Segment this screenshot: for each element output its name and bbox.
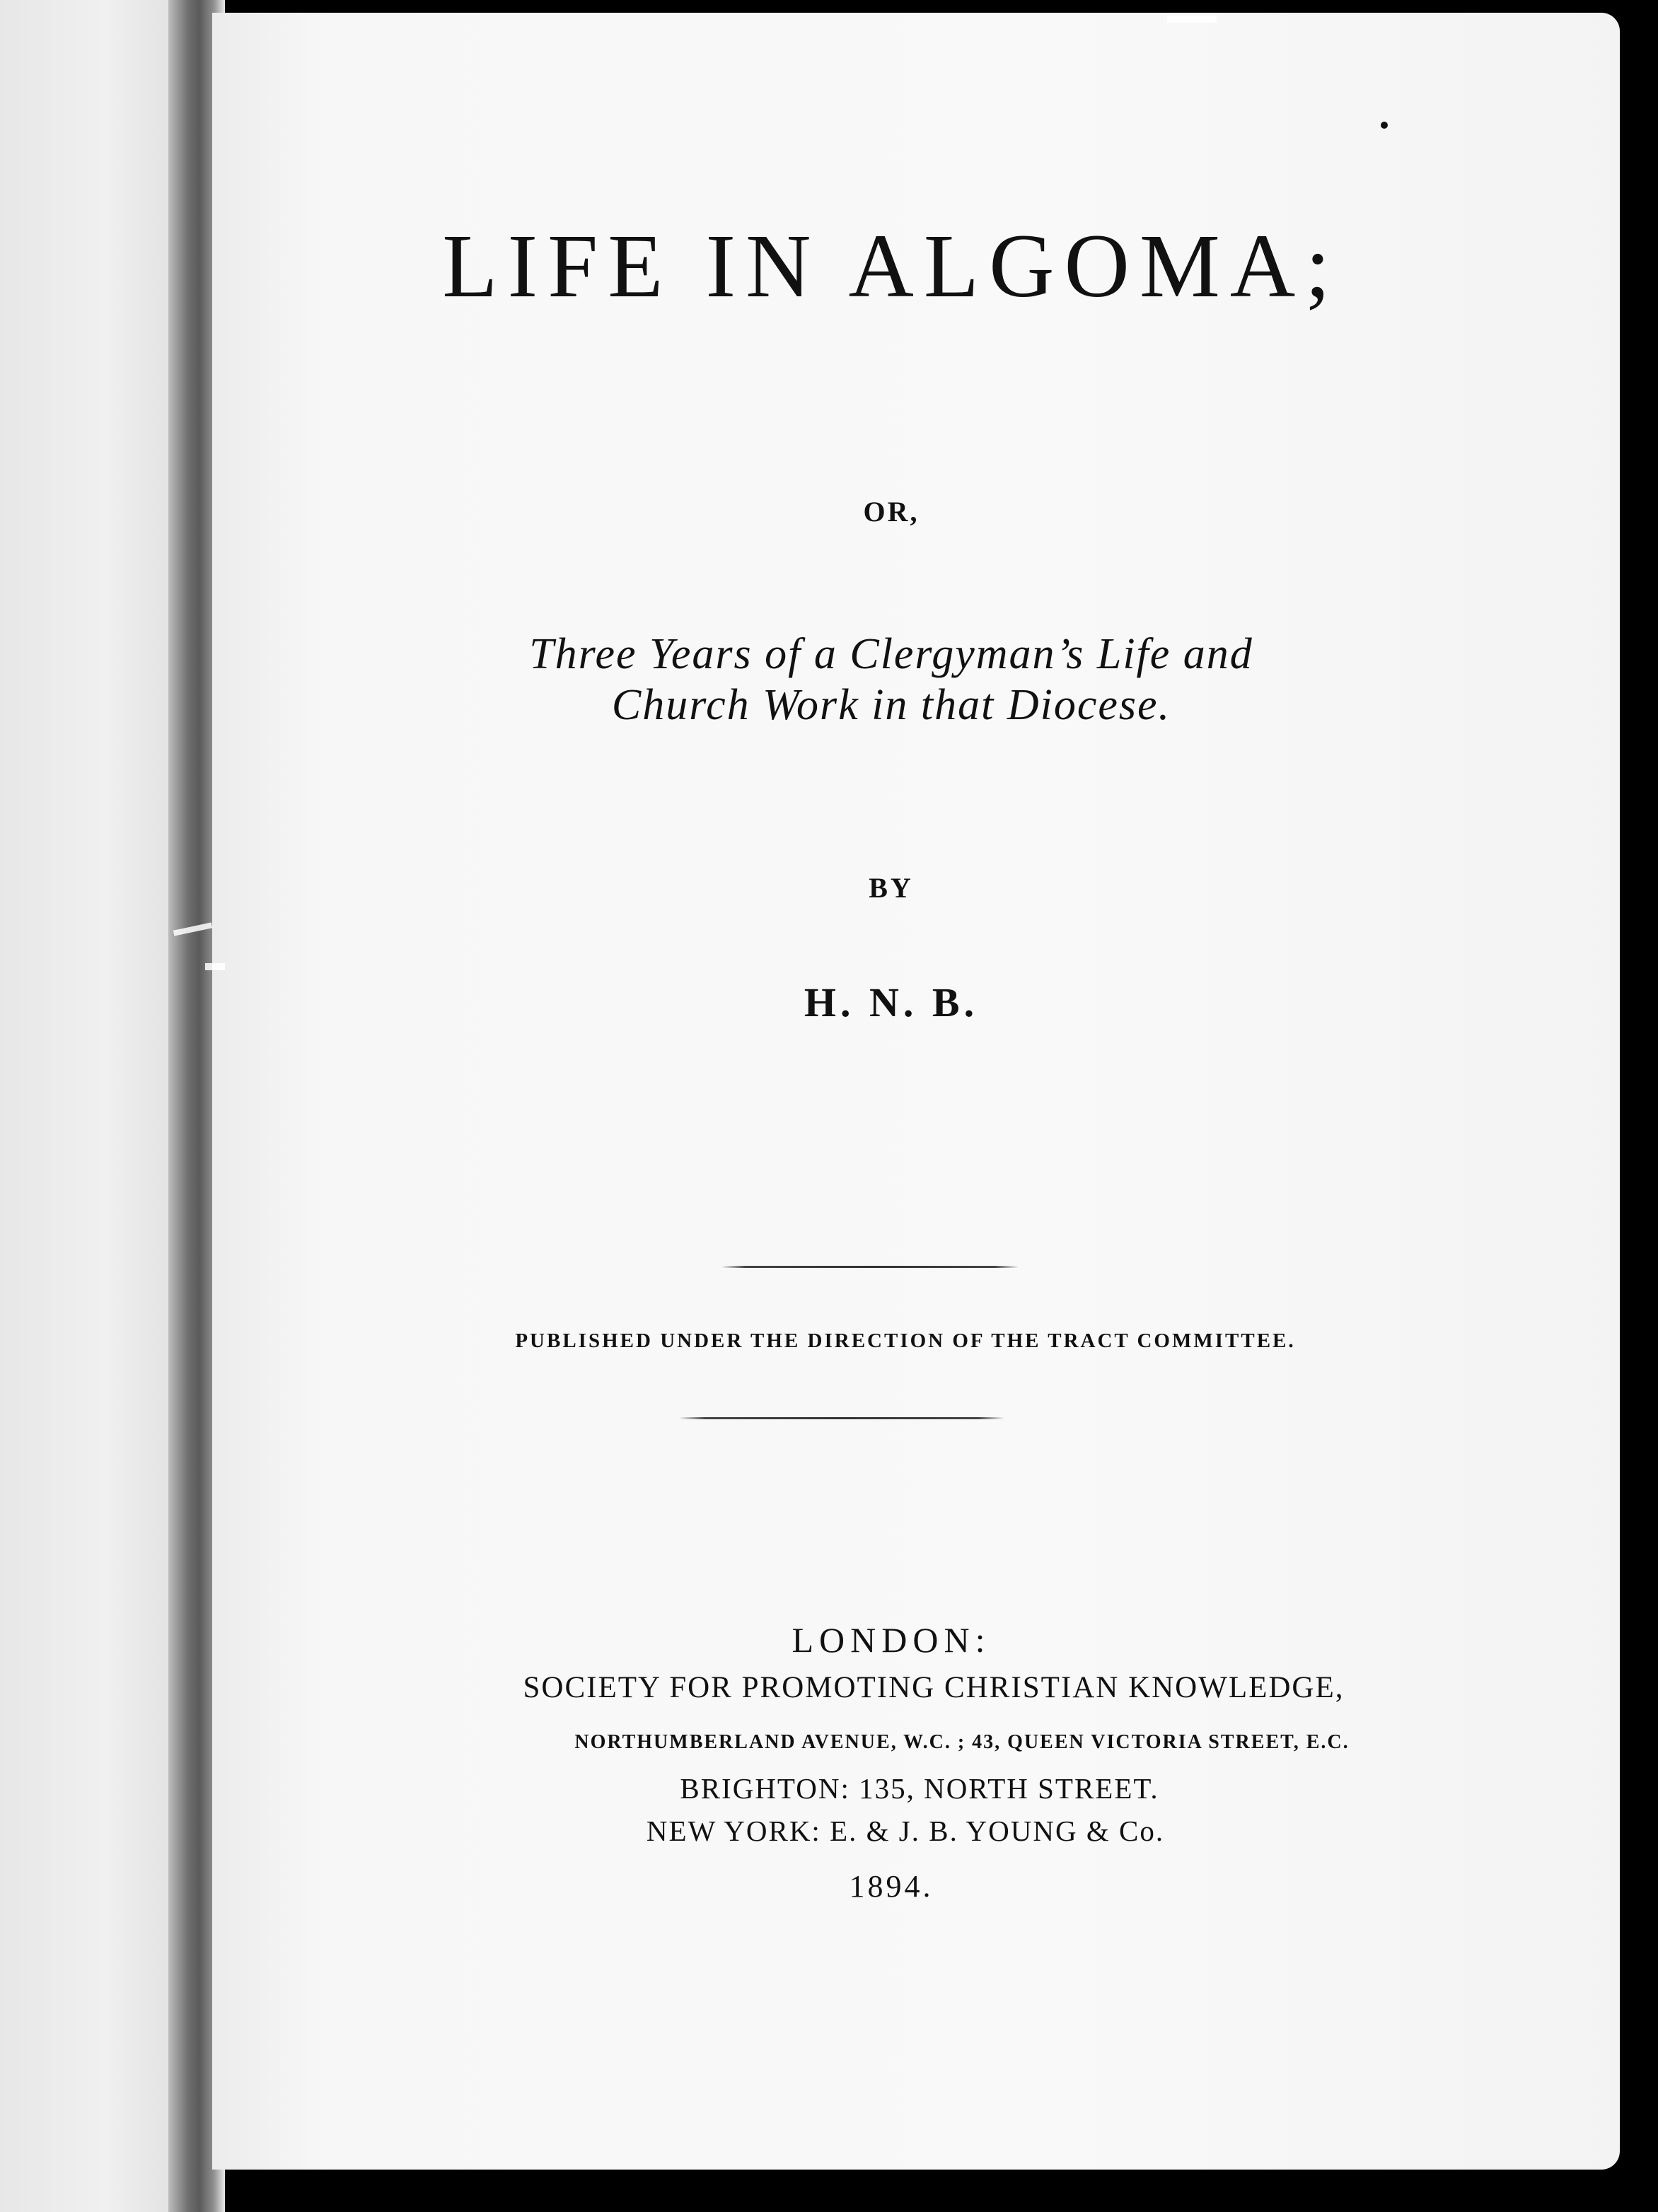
subtitle-line-1: Three Years of a Clergyman’s Life and [529,630,1253,678]
scan-scratch [1167,16,1217,23]
decorative-rule-top [721,1266,1019,1268]
imprint-year: 1894. [849,1869,934,1904]
decorative-rule-bottom [679,1417,1004,1419]
book-title: LIFE IN ALGOMA; [442,216,1340,316]
alternate-title-conjunction: OR, [863,496,920,528]
subtitle-line-2: Church Work in that Diocese. [611,681,1171,729]
imprint-new-york: NEW YORK: E. & J. B. YOUNG & Co. [646,1815,1165,1847]
scan-scratch [205,963,225,970]
author-initials: H. N. B. [804,979,979,1025]
imprint-publisher: SOCIETY FOR PROMOTING CHRISTIAN KNOWLEDGE, [523,1671,1345,1704]
imprint-city: LONDON: [792,1620,991,1660]
imprint-address: NORTHUMBERLAND AVENUE, W.C. ; 43, QUEEN VICTORIA STREET, E.C. [574,1731,1350,1753]
scan-speck [1381,122,1388,129]
imprint-brighton: BRIGHTON: 135, NORTH STREET. [680,1772,1159,1805]
publication-note: PUBLISHED UNDER THE DIRECTION OF THE TRACT COMMITTEE. [515,1329,1296,1352]
facing-page-edge [0,0,175,2212]
byline-label: BY [869,872,914,904]
